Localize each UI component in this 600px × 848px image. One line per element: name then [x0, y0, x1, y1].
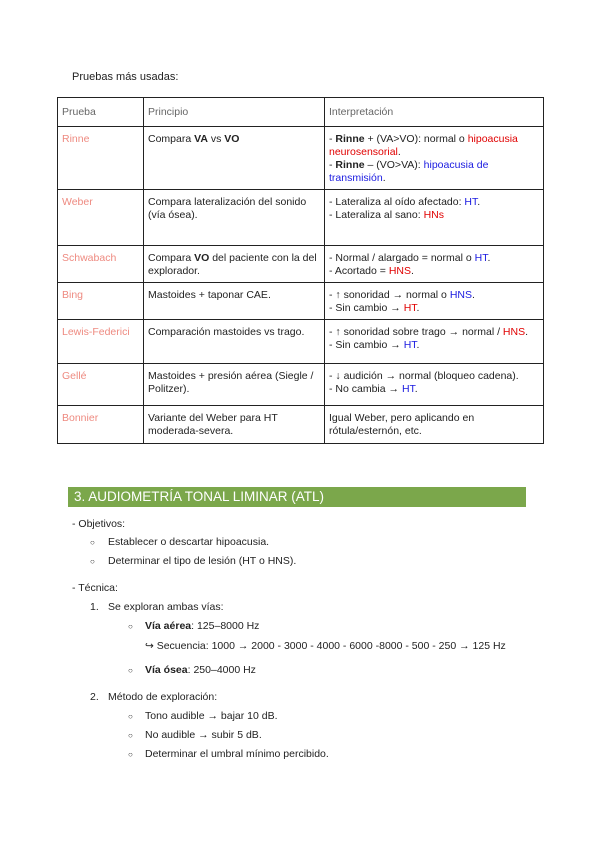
objetivos-heading: - Objetivos:: [72, 518, 126, 530]
header-principio: Principio: [144, 98, 325, 127]
metodo-item: Determinar el umbral mínimo percibido.: [145, 748, 329, 760]
text-run: VA: [194, 133, 208, 145]
text-run: HT: [403, 302, 417, 314]
interpretation-line: [329, 302, 539, 315]
via-aerea-label: Vía aérea: [145, 620, 192, 632]
test-interpretation: [325, 406, 544, 444]
table-row: [58, 364, 544, 406]
header-prueba: Prueba: [58, 98, 144, 127]
step-label: Método de exploración:: [108, 691, 218, 703]
interpretation-line: [329, 265, 539, 278]
metodo-item: No audible → subir 5 dB.: [145, 729, 262, 741]
text-run: .: [397, 146, 401, 158]
interpretation-line: [329, 133, 539, 159]
text-run: .: [525, 326, 529, 338]
test-principle: [144, 190, 325, 246]
via-osea-value: : 250–4000 Hz: [187, 664, 256, 676]
test-name: Lewis-Federici: [58, 320, 144, 364]
table-row: [58, 127, 544, 190]
text-run: VO: [224, 133, 240, 145]
text-run: .: [416, 302, 420, 314]
interpretation-line: [329, 339, 539, 352]
text-run: hipoacusia neurosensorial: [329, 133, 518, 158]
text-run: .: [477, 196, 481, 208]
text-run: .: [382, 172, 386, 184]
test-name: Weber: [58, 190, 144, 246]
step-label: Se exploran ambas vías:: [108, 601, 224, 613]
table-row: [58, 406, 544, 444]
test-name: Gellé: [58, 364, 144, 406]
text-run: .: [416, 339, 420, 351]
test-principle: [144, 364, 325, 406]
test-name: Bing: [58, 283, 144, 320]
table-row: [58, 246, 544, 283]
metodo-item: Tono audible → bajar 10 dB.: [145, 710, 278, 722]
text-run: Compara lateralización del sonido (vía ósea).: [148, 196, 307, 221]
test-principle: [144, 320, 325, 364]
text-run: del paciente con la del explorador.: [148, 252, 317, 277]
header-interpretacion: Interpretación: [325, 98, 544, 127]
text-run: - Acortado =: [329, 265, 389, 277]
text-run: HNS: [449, 289, 472, 301]
interpretation-line: [329, 412, 539, 438]
text-run: HNS: [502, 326, 526, 338]
test-principle: [144, 283, 325, 320]
objetivo-item: Determinar el tipo de lesión (HT o HNS).: [108, 555, 297, 567]
test-principle: [144, 406, 325, 444]
interpretation-line: [329, 209, 539, 222]
objetivo-item: Establecer o descartar hipoacusia.: [108, 536, 270, 548]
via-aerea-value: : 125–8000 Hz: [191, 620, 260, 632]
bullet-icon: ○: [128, 622, 133, 631]
text-run: .: [471, 289, 475, 301]
test-principle: [144, 127, 325, 190]
text-run: Rinne: [335, 133, 365, 145]
text-run: .: [414, 383, 418, 395]
intro-text: Pruebas más usadas:: [72, 71, 179, 83]
test-name: Schwabach: [58, 246, 144, 283]
via-osea-label: Vía ósea: [145, 664, 188, 676]
interpretation-line: [329, 370, 539, 383]
test-interpretation: [325, 283, 544, 320]
text-run: Comparación mastoides vs trago.: [148, 326, 305, 338]
bullet-icon: ○: [90, 557, 95, 566]
text-run: - Sin cambio →: [329, 339, 404, 351]
interpretation-line: [329, 326, 539, 339]
table-row: [58, 190, 544, 246]
table-row: [58, 283, 544, 320]
via-osea-line: [145, 664, 256, 676]
interpretation-line: [329, 196, 539, 209]
test-interpretation: [325, 364, 544, 406]
step-number: 2.: [90, 691, 99, 703]
text-run: - Lateraliza al oído afectado:: [329, 196, 465, 208]
test-name: Bonnier: [58, 406, 144, 444]
text-run: Variante del Weber para HT moderada-severa.: [148, 412, 278, 437]
test-interpretation: [325, 246, 544, 283]
text-run: HNS: [388, 265, 411, 277]
interpretation-line: [329, 289, 539, 302]
text-run: vs: [207, 133, 225, 145]
test-name: Rinne: [58, 127, 144, 190]
section-title: 3. AUDIOMETRÍA TONAL LIMINAR (ATL): [68, 487, 526, 507]
interpretation-line: [329, 383, 539, 396]
bullet-icon: ○: [90, 538, 95, 547]
step-number: 1.: [90, 601, 99, 613]
bullet-icon: ○: [128, 731, 133, 740]
text-run: - Sin cambio →: [329, 302, 404, 314]
text-run: – (VO>VA):: [364, 159, 424, 171]
text-run: - No cambia →: [329, 383, 402, 395]
text-run: HT: [474, 252, 488, 264]
bullet-icon: ○: [128, 712, 133, 721]
test-interpretation: [325, 320, 544, 364]
table-header-row: [58, 98, 544, 127]
via-aerea-line: [145, 620, 259, 632]
test-interpretation: [325, 190, 544, 246]
text-run: HT: [401, 383, 415, 395]
text-run: .: [411, 265, 414, 277]
interpretation-line: [329, 159, 539, 185]
text-run: HT: [403, 339, 417, 351]
table-row: [58, 320, 544, 364]
secuencia-line: ↪ Secuencia: 1000 → 2000 - 3000 - 4000 - 6000 -8000 - 500 - 250 → 125 Hz: [145, 640, 506, 652]
text-run: - ↑ sonoridad sobre trago → normal /: [329, 326, 503, 338]
test-interpretation: [325, 127, 544, 190]
text-run: Compara: [148, 133, 195, 145]
test-principle: [144, 246, 325, 283]
text-run: .: [487, 252, 491, 264]
bullet-icon: ○: [128, 666, 133, 675]
text-run: HT: [464, 196, 478, 208]
bullet-icon: ○: [128, 750, 133, 759]
tests-table: [57, 97, 544, 444]
text-run: -: [329, 159, 336, 171]
text-run: - ↓ audición → normal (bloqueo cadena).: [329, 370, 519, 382]
text-run: -: [329, 133, 336, 145]
text-run: Mastoides + taponar CAE.: [148, 289, 271, 301]
text-run: HNs: [423, 209, 444, 221]
text-run: Mastoides + presión aérea (Siegle / Politzer).: [148, 370, 314, 395]
tecnica-heading: - Técnica:: [72, 582, 118, 594]
text-run: - Lateraliza al sano:: [329, 209, 424, 221]
text-run: Compara: [148, 252, 195, 264]
interpretation-line: [329, 252, 539, 265]
text-run: VO: [194, 252, 210, 264]
text-run: Igual Weber, pero aplicando en rótula/esternón, etc.: [329, 412, 475, 437]
text-run: Rinne: [335, 159, 365, 171]
text-run: hipoacusia de transmisión: [329, 159, 489, 184]
text-run: + (VA>VO): normal o: [364, 133, 468, 145]
text-run: - Normal / alargado = normal o: [329, 252, 475, 264]
text-run: - ↑ sonoridad → normal o: [329, 289, 450, 301]
